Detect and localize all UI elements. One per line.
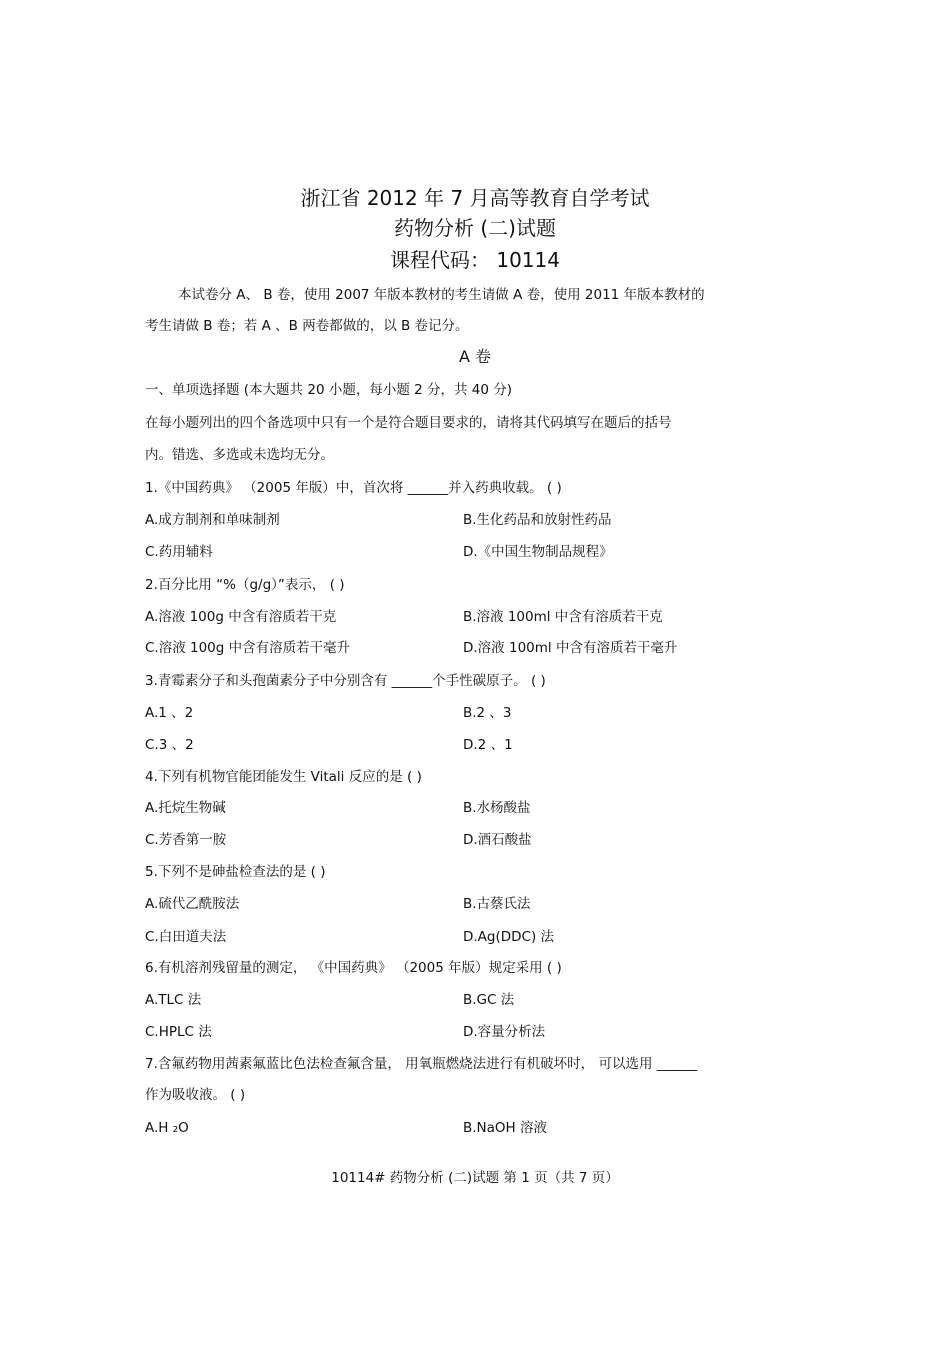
question-5-option-b: B.古蔡氏法 xyxy=(463,896,531,912)
question-2-option-b: B.溶液 100ml 中含有溶质若干克 xyxy=(463,609,663,625)
part1-heading: 一、单项选择题 (本大题共 20 小题，每小题 2 分，共 40 分) xyxy=(145,382,513,398)
instructions-line-1: 在每小题列出的四个备选项中只有一个是符合题目要求的，请将其代码填写在题后的括号 xyxy=(145,415,672,431)
question-4-option-d: D.酒石酸盐 xyxy=(463,832,532,848)
question-1-option-a: A.成方制剂和单味制剂 xyxy=(145,512,280,528)
intro-line-1: 本试卷分 A、 B 卷，使用 2007 年版本教材的考生请做 A 卷，使用 2011 年版本教材的 xyxy=(178,287,705,303)
intro-line-2: 考生请做 B 卷；若 A 、B 两卷都做的，以 B 卷记分。 xyxy=(145,318,469,334)
question-3-option-b: B.2 、3 xyxy=(463,705,512,721)
question-6-option-b: B.GC 法 xyxy=(463,992,515,1008)
question-7-stem: 7.含氟药物用茜素氟蓝比色法检查氟含量， 用氧瓶燃烧法进行有机破坏时， 可以选用 ______ xyxy=(145,1056,698,1072)
question-3-option-d: D.2 、1 xyxy=(463,737,513,753)
question-5-stem: 5.下列不是砷盐检查法的是 ( ) xyxy=(145,864,326,880)
course-code: 课程代码： 10114 xyxy=(390,248,560,272)
question-4-option-a: A.托烷生物碱 xyxy=(145,800,226,816)
question-1-option-d: D.《中国生物制品规程》 xyxy=(463,544,613,560)
exam-subtitle: 药物分析 (二)试题 xyxy=(394,216,556,240)
question-4-option-b: B.水杨酸盐 xyxy=(463,800,531,816)
section-a-label: A 卷 xyxy=(458,347,492,366)
question-2-stem: 2.百分比用 “%（g/g）”表示， ( ) xyxy=(145,577,345,593)
question-4-stem: 4.下列有机物官能团能发生 Vitali 反应的是 ( ) xyxy=(145,769,422,785)
question-6-option-d: D.容量分析法 xyxy=(463,1024,546,1040)
exam-title: 浙江省 2012 年 7 月高等教育自学考试 xyxy=(300,186,650,210)
question-5-option-d: D.Ag(DDC) 法 xyxy=(463,929,555,945)
question-2-option-c: C.溶液 100g 中含有溶质若干毫升 xyxy=(145,640,351,656)
question-4-option-c: C.芳香第一胺 xyxy=(145,832,227,848)
question-1-option-b: B.生化药品和放射性药品 xyxy=(463,512,612,528)
question-6-option-a: A.TLC 法 xyxy=(145,992,202,1008)
question-3-stem: 3.青霉素分子和头孢菌素分子中分别含有 ______个手性碳原子。 ( ) xyxy=(145,673,546,689)
question-5-option-a: A.硫代乙酰胺法 xyxy=(145,896,240,912)
question-3-option-a: A.1 、2 xyxy=(145,705,194,721)
question-5-option-c: C.白田道夫法 xyxy=(145,929,227,945)
question-7-option-a: A.H ₂O xyxy=(145,1120,189,1136)
question-1-stem: 1.《中国药典》 （2005 年版）中，首次将 ______并入药典收载。 ( ) xyxy=(145,480,562,496)
instructions-line-2: 内。错选、多选或未选均无分。 xyxy=(145,447,334,463)
question-1-option-c: C.药用辅料 xyxy=(145,544,213,560)
question-7-option-b: B.NaOH 溶液 xyxy=(463,1120,547,1136)
question-2-option-a: A.溶液 100g 中含有溶质若干克 xyxy=(145,609,337,625)
question-6-option-c: C.HPLC 法 xyxy=(145,1024,212,1040)
question-7-stem-continued: 作为吸收液。 ( ) xyxy=(145,1087,246,1103)
question-2-option-d: D.溶液 100ml 中含有溶质若干毫升 xyxy=(463,640,678,656)
page-footer: 10114# 药物分析 (二)试题 第 1 页（共 7 页） xyxy=(331,1170,619,1186)
question-3-option-c: C.3 、2 xyxy=(145,737,194,753)
question-6-stem: 6.有机溶剂残留量的测定， 《中国药典》 （2005 年版）规定采用 ( ) xyxy=(145,960,562,976)
